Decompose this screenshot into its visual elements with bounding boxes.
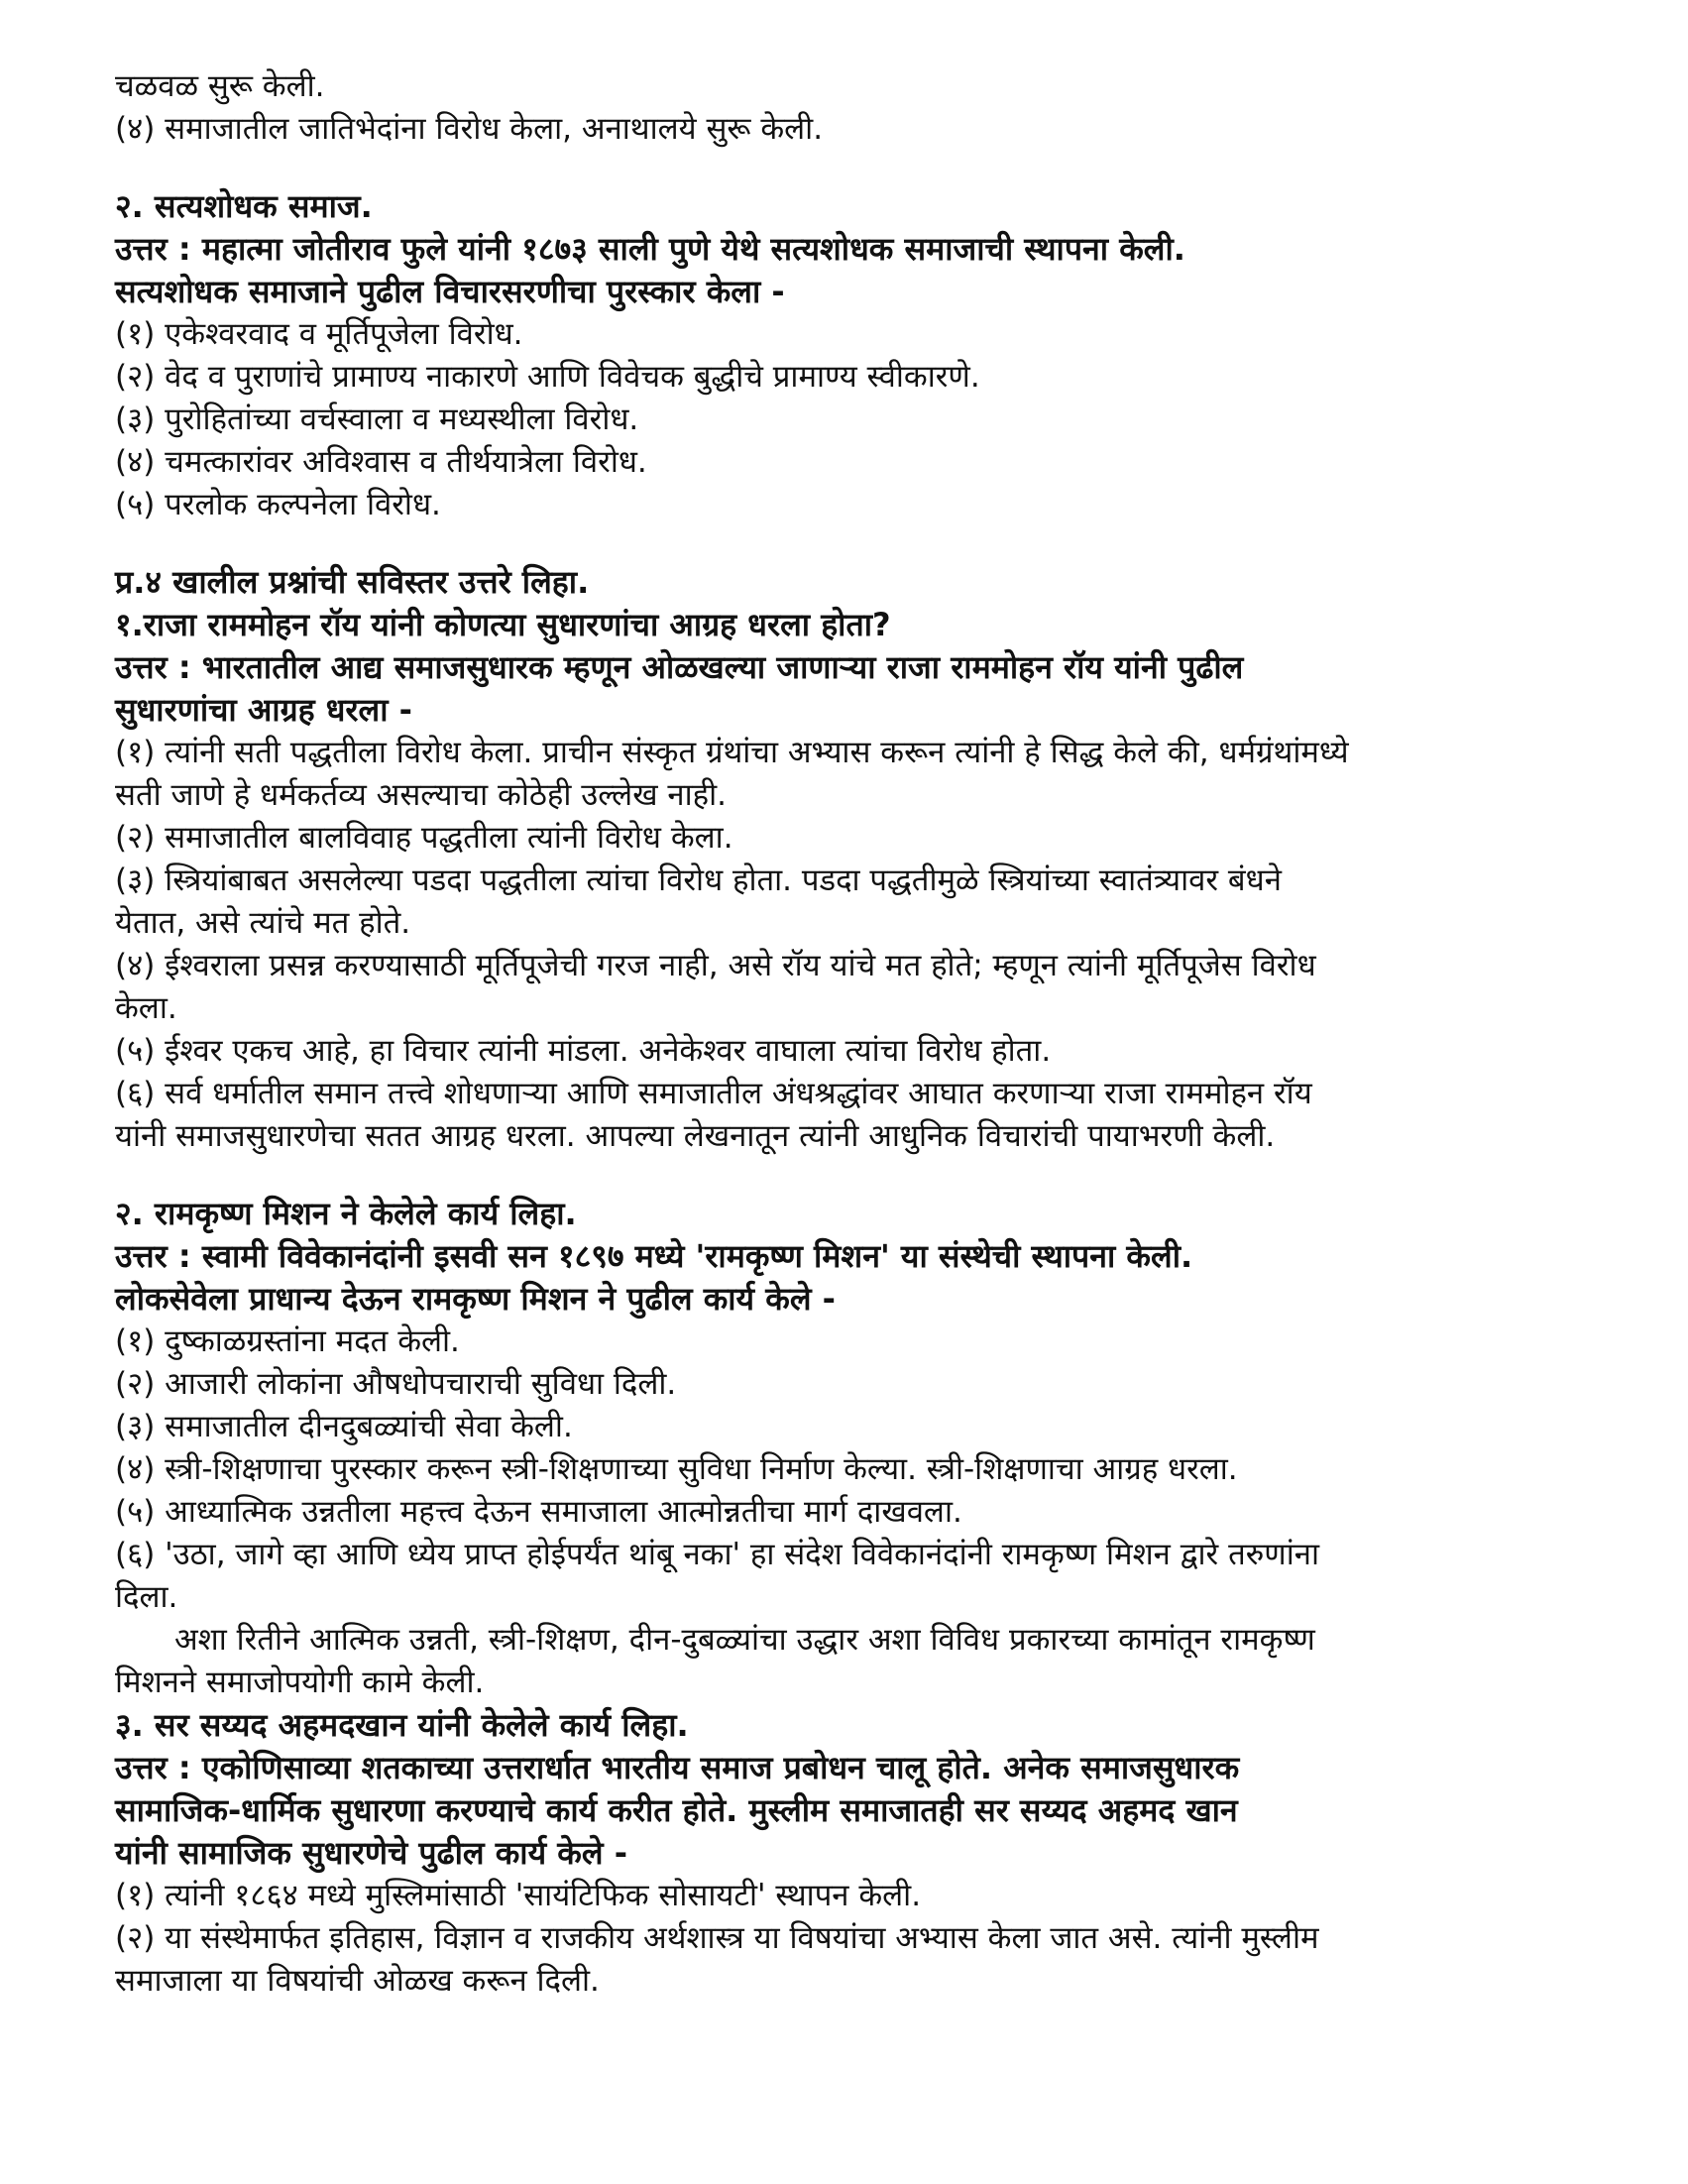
- list-item: यांनी समाजसुधारणेचा सतत आग्रह धरला. आपल्या लेखनातून त्यांनी आधुनिक विचारांची पायाभरणी केली.: [115, 1118, 1276, 1154]
- list-item: (५) ईश्वर एकच आहे, हा विचार त्यांनी मांडला. अनेकेश्वर वाघाला त्यांचा विरोध होता.: [115, 1033, 1052, 1069]
- section-heading: प्र.४ खालील प्रश्नांची सविस्तर उत्तरे लिहा.: [115, 563, 590, 601]
- answer-line: सामाजिक-धार्मिक सुधारणा करण्याचे कार्य करीत होते. मुस्लीम समाजातही सर सय्यद अहमद खान: [115, 1791, 1238, 1829]
- list-item: समाजाला या विषयांची ओळख करून दिली.: [115, 1963, 600, 1999]
- list-item: (२) समाजातील बालविवाह पद्धतीला त्यांनी विरोध केला.: [115, 820, 733, 856]
- answer-line: उत्तर : स्वामी विवेकानंदांनी इसवी सन १८९७ मध्ये 'रामकृष्ण मिशन' या संस्थेची स्थापना केली.: [115, 1237, 1193, 1275]
- list-item: (३) समाजातील दीनदुबळ्यांची सेवा केली.: [115, 1409, 573, 1444]
- list-item: (१) एकेश्वरवाद व मूर्तिपूजेला विरोध.: [115, 316, 523, 352]
- list-item: येतात, असे त्यांचे मत होते.: [115, 905, 411, 941]
- list-item: (३) स्त्रियांबाबत असलेल्या पडदा पद्धतीला त्यांचा विरोध होता. पडदा पद्धतीमुळे स्त्रियांच्या स्वातंत्र्यावर बंधने: [115, 862, 1282, 898]
- answer-line: सुधारणांचा आग्रह धरला -: [115, 691, 412, 729]
- answer-line: उत्तर : भारतातील आद्य समाजसुधारक म्हणून ओळखल्या जाणाऱ्या राजा राममोहन रॉय यांनी पुढील: [115, 648, 1244, 686]
- list-item: (५) परलोक कल्पनेला विरोध.: [115, 487, 441, 522]
- question-line: १.राजा राममोहन रॉय यांनी कोणत्या सुधारणांचा आग्रह धरला होता?: [115, 606, 891, 643]
- section-heading: ३. सर सय्यद अहमदखान यांनी केलेले कार्य लिहा.: [115, 1706, 689, 1744]
- intro-line: चळवळ सुरू केली.: [115, 68, 325, 104]
- answer-line: उत्तर : महात्मा जोतीराव फुले यांनी १८७३ साली पुणे येथे सत्यशोधक समाजाची स्थापना केली.: [115, 230, 1185, 268]
- answer-line: उत्तर : एकोणिसाव्या शतकाच्या उत्तरार्धात भारतीय समाज प्रबोधन चालू होते. अनेक समाजसुधारक: [115, 1749, 1240, 1786]
- answer-line: लोकसेवेला प्राधान्य देऊन रामकृष्ण मिशन ने पुढील कार्य केले -: [115, 1280, 836, 1318]
- summary-line: मिशनने समाजोपयोगी कामे केली.: [115, 1665, 485, 1700]
- list-item: (४) ईश्वराला प्रसन्न करण्यासाठी मूर्तिपूजेची गरज नाही, असे रॉय यांचे मत होते; म्हणून त्यांनी मूर्तिपूजेस विरोध: [115, 948, 1316, 983]
- list-item: (५) आध्यात्मिक उन्नतीला महत्त्व देऊन समाजाला आत्मोन्नतीचा मार्ग दाखवला.: [115, 1494, 962, 1530]
- list-item: (१) त्यांनी सती पद्धतीला विरोध केला. प्राचीन संस्कृत ग्रंथांचा अभ्यास करून त्यांनी हे सिद्ध केले की, धर्मग्रंथांमध्ये: [115, 735, 1349, 770]
- list-item: (४) चमत्कारांवर अविश्वास व तीर्थयात्रेला विरोध.: [115, 444, 647, 480]
- answer-line: यांनी सामाजिक सुधारणेचे पुढील कार्य केले -: [115, 1834, 627, 1872]
- list-item: दिला.: [115, 1579, 178, 1615]
- list-item: (६) सर्व धर्मातील समान तत्त्वे शोधणाऱ्या आणि समाजातील अंधश्रद्धांवर आघात करणाऱ्या राजा राममोहन रॉय: [115, 1076, 1312, 1111]
- answer-line: सत्यशोधक समाजाने पुढील विचारसरणीचा पुरस्कार केला -: [115, 273, 785, 310]
- list-item: सती जाणे हे धर्मकर्तव्य असल्याचा कोठेही उल्लेख नाही.: [115, 777, 727, 813]
- list-item: (६) 'उठा, जागे व्हा आणि ध्येय प्राप्त होईपर्यंत थांबू नका' हा संदेश विवेकानंदांनी रामकृष्ण मिशन द्वारे तरुणांना: [115, 1537, 1319, 1572]
- list-item: (१) त्यांनी १८६४ मध्ये मुस्लिमांसाठी 'सायंटिफिक सोसायटी' स्थापन केली.: [115, 1878, 922, 1913]
- section-heading: २. रामकृष्ण मिशन ने केलेले कार्य लिहा.: [115, 1195, 577, 1232]
- intro-line: (४) समाजातील जातिभेदांना विरोध केला, अनाथालये सुरू केली.: [115, 111, 824, 147]
- list-item: (२) या संस्थेमार्फत इतिहास, विज्ञान व राजकीय अर्थशास्त्र या विषयांचा अभ्यास केला जात असे. त्यांनी मुस्लीम: [115, 1920, 1319, 1956]
- list-item: केला.: [115, 990, 177, 1026]
- list-item: (२) आजारी लोकांना औषधोपचाराची सुविधा दिली.: [115, 1366, 677, 1402]
- list-item: (१) दुष्काळग्रस्तांना मदत केली.: [115, 1323, 460, 1359]
- list-item: (२) वेद व पुराणांचे प्रामाण्य नाकारणे आणि विवेचक बुद्धीचे प्रामाण्य स्वीकारणे.: [115, 359, 980, 395]
- summary-line: अशा रितीने आत्मिक उन्नती, स्त्री-शिक्षण, दीन-दुबळ्यांचा उद्धार अशा विविध प्रकारच्या कामांतून रामकृष्ण: [174, 1622, 1315, 1658]
- section-heading: २. सत्यशोधक समाज.: [115, 187, 373, 225]
- list-item: (४) स्त्री-शिक्षणाचा पुरस्कार करून स्त्री-शिक्षणाच्या सुविधा निर्माण केल्या. स्त्री-शिक्षणाचा आग्रह धरला.: [115, 1451, 1238, 1487]
- list-item: (३) पुरोहितांच्या वर्चस्वाला व मध्यस्थीला विरोध.: [115, 402, 639, 437]
